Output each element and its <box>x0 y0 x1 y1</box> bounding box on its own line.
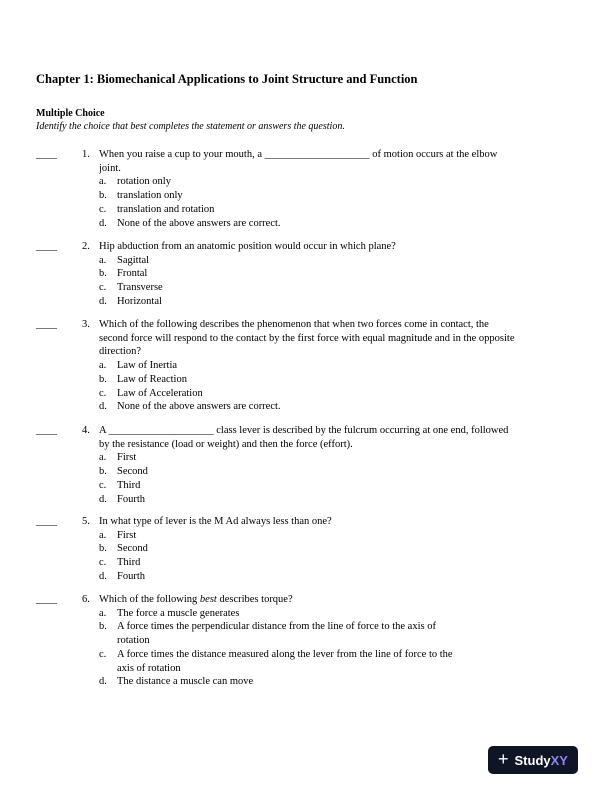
choice-c <box>99 203 586 217</box>
choice-letter: a. <box>99 254 107 266</box>
choice-text: Law of Inertia <box>117 360 178 372</box>
question-number: 5. <box>82 516 90 527</box>
choice-text: Horizontal <box>117 295 162 307</box>
question-text-line: joint. <box>99 162 121 174</box>
question-text-line: second force will respond to the contact by the first force with equal magnitude and in the opposite <box>99 332 515 344</box>
choice-c <box>99 281 586 295</box>
choice-text: A force times the perpendicular distance from the line of force to the axis of <box>117 621 436 633</box>
question-text-line: Which of the following describes the phenomenon that when two forces come in contact, the <box>99 319 489 330</box>
answer-blank: ____ <box>36 319 57 330</box>
choice-letter: a. <box>99 176 107 188</box>
choice-text: The force a muscle generates <box>117 607 240 619</box>
question-6 <box>36 593 586 689</box>
choice-letter: d. <box>99 401 107 413</box>
choice-text: Second <box>117 543 148 555</box>
instructions: Identify the choice that best completes the statement or answers the question. <box>36 121 345 132</box>
choice-b <box>99 465 586 479</box>
choice-b <box>99 620 586 647</box>
answer-blank: ____ <box>36 425 57 436</box>
choice-letter: c. <box>99 479 107 491</box>
choice-d <box>99 295 586 309</box>
choice-text: Frontal <box>117 268 148 280</box>
answer-blank: ____ <box>36 241 57 252</box>
question-text <box>99 148 586 175</box>
emphasis-word: best <box>199 594 217 605</box>
choice-text: rotation <box>117 635 150 647</box>
choice-letter: d. <box>99 570 107 582</box>
choice-b <box>99 189 586 203</box>
choice-letter: c. <box>99 387 107 399</box>
choice-letter: a. <box>99 529 107 541</box>
question-3 <box>36 318 586 414</box>
choice-letter: a. <box>99 607 107 619</box>
choice-letter: d. <box>99 295 107 307</box>
choice-text: None of the above answers are correct. <box>117 217 281 229</box>
answer-blank: ____ <box>36 149 57 160</box>
choice-a <box>99 451 586 465</box>
choice-a <box>99 607 586 621</box>
question-text <box>99 515 586 529</box>
choice-letter: d. <box>99 676 107 688</box>
question-text <box>99 240 586 254</box>
question-text <box>99 593 586 607</box>
choice-a <box>99 359 586 373</box>
question-4 <box>36 424 586 506</box>
choice-letter: a. <box>99 452 107 464</box>
choice-d <box>99 217 586 231</box>
choice-d <box>99 400 586 414</box>
choice-c <box>99 387 586 401</box>
choice-text: Sagittal <box>117 254 150 266</box>
choice-text: First <box>117 529 137 541</box>
choice-text: A force times the distance measured along the lever from the line of force to the <box>117 648 453 660</box>
choice-c <box>99 556 586 570</box>
brand-main: Study <box>514 752 551 768</box>
section-heading: Multiple Choice <box>36 108 105 119</box>
choice-letter: b. <box>99 466 107 478</box>
question-number: 1. <box>82 149 90 160</box>
choice-letter: b. <box>99 373 107 385</box>
choice-text: Law of Acceleration <box>117 387 203 399</box>
choice-b <box>99 373 586 387</box>
choice-c <box>99 648 586 675</box>
question-text-line: Hip abduction from an anatomic position would occur in which plane? <box>99 241 396 252</box>
question-number: 4. <box>82 425 90 436</box>
choice-letter: b. <box>99 190 107 202</box>
choice-c <box>99 479 586 493</box>
choice-text: translation only <box>117 190 183 202</box>
choice-text: Third <box>117 557 141 569</box>
choice-text: rotation only <box>117 176 171 188</box>
choice-text: None of the above answers are correct. <box>117 401 281 413</box>
choice-letter: b. <box>99 268 107 280</box>
choice-letter: b. <box>99 621 107 633</box>
choice-b <box>99 267 586 281</box>
choice-a <box>99 175 586 189</box>
choice-letter: c. <box>99 282 107 294</box>
question-2 <box>36 240 586 309</box>
choice-text: First <box>117 452 137 464</box>
choice-letter: c. <box>99 557 107 569</box>
choice-letter: a. <box>99 360 107 372</box>
choice-d <box>99 493 586 507</box>
choice-a <box>99 529 586 543</box>
choice-a <box>99 254 586 268</box>
answer-blank: ____ <box>36 594 57 605</box>
question-text <box>99 318 586 359</box>
brand-name <box>515 753 568 768</box>
choice-text: axis of rotation <box>117 662 181 674</box>
choice-text: translation and rotation <box>117 203 215 215</box>
choice-d <box>99 675 586 689</box>
choice-letter: d. <box>99 493 107 505</box>
question-number: 6. <box>82 594 90 605</box>
studyxy-badge[interactable] <box>488 746 578 774</box>
choice-text: The distance a muscle can move <box>117 676 254 688</box>
brand-accent: XY <box>550 752 568 768</box>
choice-text: Third <box>117 479 141 491</box>
answer-blank: ____ <box>36 516 57 527</box>
question-5 <box>36 515 586 584</box>
choice-letter: b. <box>99 543 107 555</box>
chapter-title: Chapter 1: Biomechanical Applications to Joint Structure and Function <box>36 72 418 86</box>
choice-d <box>99 570 586 584</box>
question-text-line: Which of the following best describes torque? <box>99 594 293 605</box>
question-text-line: A ____________________ class lever is described by the fulcrum occurring at one end, followed <box>99 425 509 436</box>
question-text-line: When you raise a cup to your mouth, a ____________________ of motion occurs at the elbow <box>99 149 498 160</box>
choice-text: Second <box>117 466 148 478</box>
choice-letter: c. <box>99 648 107 660</box>
question-text-line: by the resistance (load or weight) and then the force (effort). <box>99 438 353 450</box>
choice-text: Fourth <box>117 493 146 505</box>
choice-text: Transverse <box>117 282 163 294</box>
question-text-line: direction? <box>99 346 141 358</box>
question-number: 3. <box>82 319 90 330</box>
question-text <box>99 424 586 451</box>
choice-text: Fourth <box>117 570 146 582</box>
choice-text: Law of Reaction <box>117 373 187 385</box>
question-text-line: In what type of lever is the M Ad always less than one? <box>99 516 332 527</box>
plus-icon: + <box>498 749 509 769</box>
question-number: 2. <box>82 241 90 252</box>
choice-letter: d. <box>99 217 107 229</box>
question-1 <box>36 148 586 230</box>
choice-letter: c. <box>99 203 107 215</box>
choice-b <box>99 542 586 556</box>
